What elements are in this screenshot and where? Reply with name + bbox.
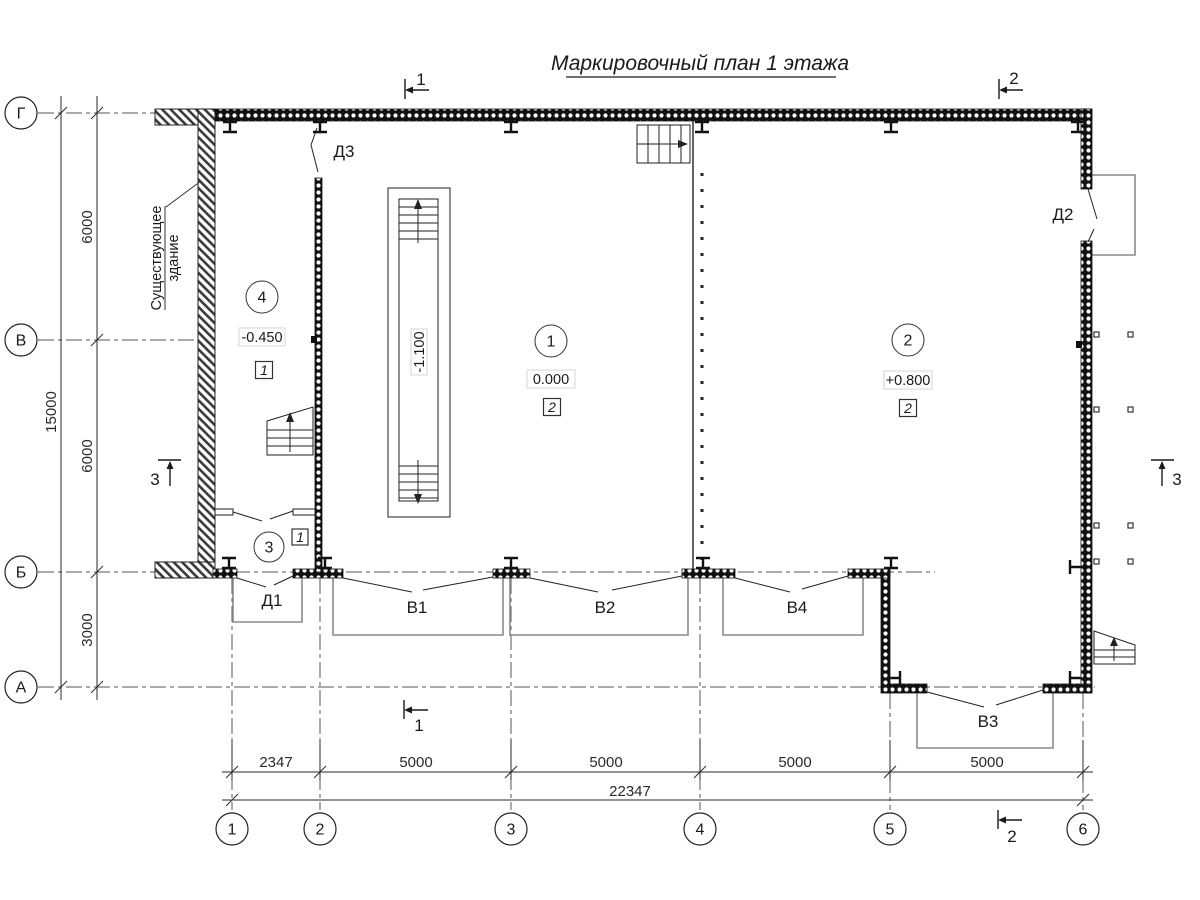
section-label-1-top: 1 [416,70,426,89]
leaf-d2-a [1088,189,1097,219]
window-label-v2: В2 [594,598,616,617]
porch-d2 [1090,175,1135,255]
existing-building-line1: Существующее [149,205,165,311]
canopy-posts [1094,332,1133,564]
column-icon [696,558,710,568]
dim-v-seg-2: 6000 [79,439,96,473]
column-icon [890,671,900,685]
pier-b3 [493,569,530,578]
left-dimension-lines [55,96,103,700]
new-walls [213,109,1092,693]
leaf-v1-r [423,577,493,590]
axis-number-6: 6 [1078,821,1088,839]
axis-letter-g: Г [16,105,26,123]
column-icon [313,122,327,132]
section-label-3-left: 3 [150,470,160,489]
leaf-d3 [311,128,318,172]
axis-letter-a: А [15,679,27,697]
pier-b1 [213,569,237,578]
door-label-d2: Д2 [1052,205,1074,224]
column-icon [504,558,518,568]
leaf-v2-r [612,576,682,590]
entry-porches [233,175,1135,748]
axis-letter-v: В [15,332,27,350]
axis-number-3: 3 [506,821,516,839]
wall-bottom-a1 [886,684,927,693]
column-icon [222,558,236,568]
dim-h-seg-5: 5000 [970,754,1004,771]
column-icon [1070,560,1081,574]
leaf-v3-l [927,692,984,707]
column-icon [1070,671,1081,685]
dim-v-seg-3: 3000 [79,613,96,647]
column-icon [695,122,709,132]
dim-h-seg-1: 2347 [259,754,293,771]
section-label-2-top: 2 [1009,69,1019,88]
room-elevation: +0.800 [885,373,931,390]
leaf-v1-l [343,578,412,592]
column-icon [223,122,237,132]
door-label-d3: Д3 [333,142,355,161]
steel-columns [222,122,1085,685]
room-number: 2 [903,332,913,350]
pier-b4 [682,569,735,578]
bottom-dimension-lines [222,740,1093,806]
stair-elevation-label: -1.100 [412,331,428,373]
room-number: 3 [264,539,274,557]
wall-top [215,109,1092,121]
axis-number-4: 4 [695,821,705,839]
leaf-v2-l [530,578,598,592]
axis-grid-lines [38,113,1095,810]
floor-type-mark: 1 [296,528,304,545]
door-label-d1: Д1 [261,591,283,610]
stair-top-axis4 [637,125,690,163]
window-label-v1: В1 [406,598,428,617]
dim-h-seg-2: 5000 [399,754,433,771]
dim-v-total: 15000 [43,391,60,433]
axis-bubbles-letters [5,97,37,703]
room-marks [239,281,932,562]
section-marks [158,79,1174,829]
leaf-d2-b [1088,229,1094,242]
existing-building-line2: здание [166,234,182,282]
room-elevation: -0.450 [241,330,283,347]
wall-right-lower [1081,241,1092,693]
dim-v-seg-1: 6000 [79,210,96,244]
partition-room4 [315,178,322,572]
axis-letter-b: Б [15,564,27,582]
section-label-1-bottom: 1 [414,716,424,735]
existing-building-callout [149,181,201,310]
leaf-d1-l [237,578,266,587]
column-icon [884,122,898,132]
section-label-3-right: 3 [1172,470,1182,489]
room3-partition [215,509,315,521]
floor-type-mark: 1 [260,361,268,378]
section-label-2-bottom: 2 [1007,827,1017,846]
existing-building-walls [155,109,215,578]
leaf-v3-r [996,690,1043,705]
wall-bottom-a2 [1043,684,1092,693]
column-icon [884,558,898,568]
leaf-v4-l [735,578,790,592]
floor-type-mark: 2 [904,399,912,416]
door-window-leaves [237,128,1097,707]
stair-room4 [267,407,313,455]
window-label-v3: В3 [977,712,999,731]
axis-number-5: 5 [885,821,895,839]
room-number: 1 [546,333,556,351]
axis-bubbles-numbers [216,813,1099,845]
dim-h-seg-3: 5000 [589,754,623,771]
partition-axis4 [693,121,702,569]
leaf-v4-r [802,576,848,589]
wall-axis5-lower [881,569,890,693]
stair-exterior-right [1094,631,1135,664]
column-icon [504,122,518,132]
dim-h-seg-4: 5000 [778,754,812,771]
drawing-title: Маркировочный план 1 этажа [550,52,850,75]
axis-number-2: 2 [315,821,325,839]
axis-number-1: 1 [227,821,237,839]
room-elevation: 0.000 [532,372,570,389]
window-label-v4: В4 [786,598,808,617]
pier-b5 [848,569,890,578]
dim-h-total: 22347 [609,783,651,800]
floor-type-mark: 2 [548,398,556,415]
leaf-d1-r [274,576,293,585]
room-number: 4 [257,289,267,307]
